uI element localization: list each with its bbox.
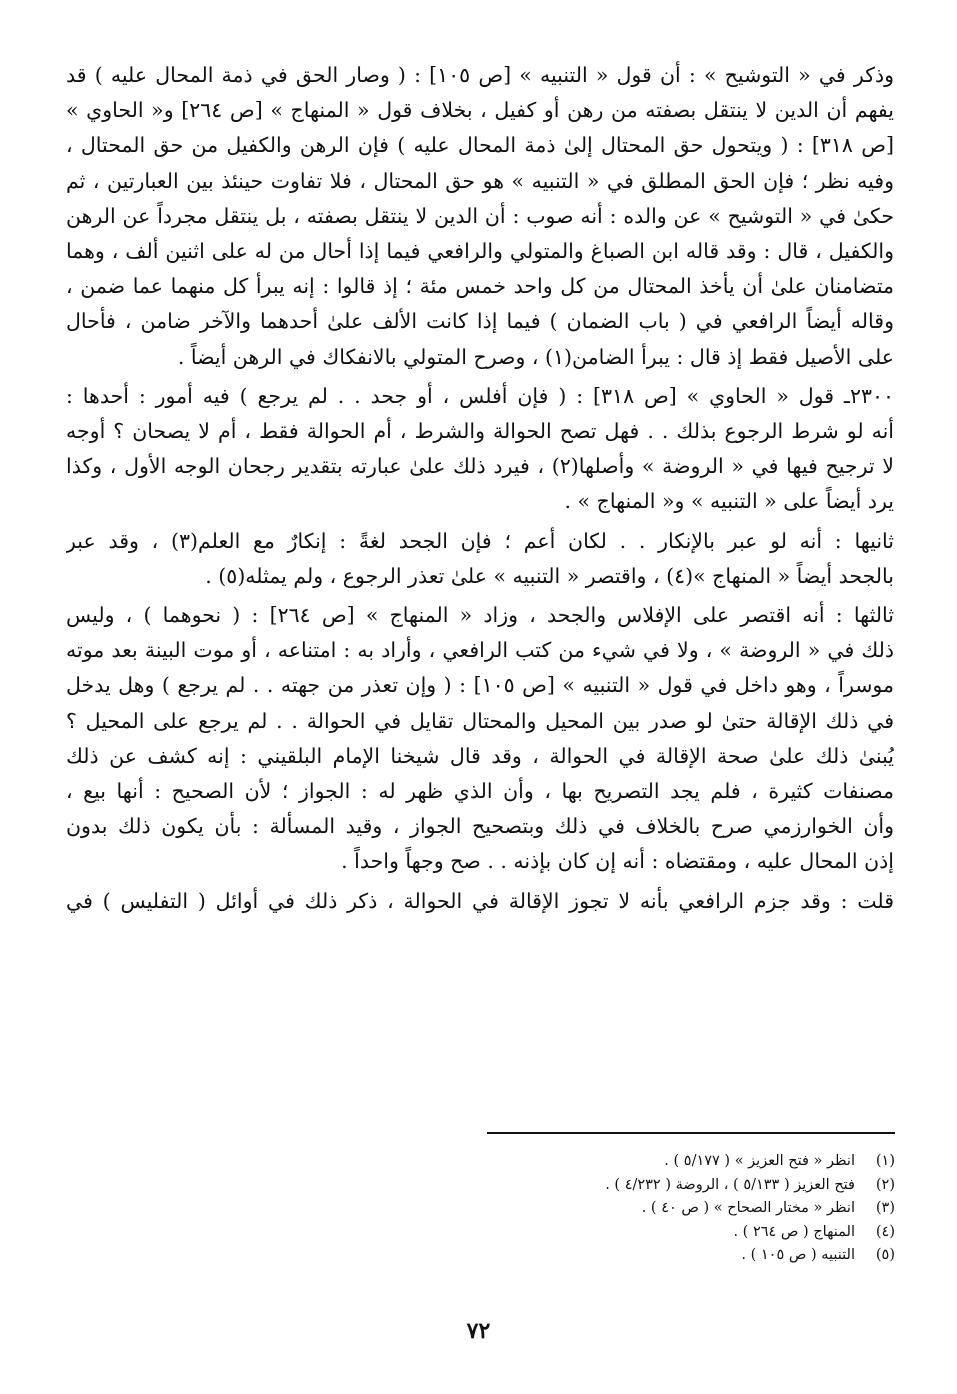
footnote-text: انظر « فتح العزيز » ( ٥/١٧٧ ) .: [664, 1153, 855, 1169]
text-line: [ص ٣١٨] : ( ويتحول حق المحتال إلىٰ ذمة المحال عليه ) فإن الرهن والكفيل من حق المحتال ،: [66, 133, 894, 158]
footnote-item: [480, 1244, 895, 1268]
text-line: متضامنان علىٰ أن يأخذ المحتال من كل واحد خمس مئة ؛ إذ قالوا : إنه يبرأ كل منهما عما ضمن ،: [66, 274, 894, 299]
text-line: يرد أيضاً على « التنبيه » و« المنهاج » .: [564, 489, 894, 514]
page-number: ٧٢: [466, 1318, 491, 1344]
text-line: في ذلك الإقالة حتىٰ لو صدر بين المحيل والمحتال تقايل في الحوالة . . لم يرجع على المحيل ؟: [66, 708, 894, 733]
text-line: ثانيها : أنه لو عبر بالإنكار . . لكان أعم ؛ فإن الجحد لغةً : إنكارٌ مع العلم(٣) ، وقد عبر: [66, 528, 894, 553]
footnote-number: (٢): [875, 1176, 895, 1193]
footnote-text: فتح العزيز ( ٥/١٣٣ ) ، الروضة ( ٤/٢٣٢ ) .: [605, 1176, 855, 1193]
text-line: ٢٣٠٠ـ قول « الحاوي » [ص ٣١٨] : ( فإن أفلس ، أو جحد . . لم يرجع ) فيه أمور : أحدها :: [66, 383, 894, 408]
footnote-text: التنبيه ( ص ١٠٥ ) .: [741, 1247, 855, 1263]
text-line: قلت : وقد جزم الرافعي بأنه لا تجوز الإقالة في الحوالة ، ذكر ذلك في أوائل ( التفليس ) في: [66, 888, 894, 913]
text-line: أنه لو شرط الرجوع بذلك . . فهل تصح الحوالة والشرط ، أم الحوالة فقط ، أم لا يصحان ؟ أوجه: [66, 419, 894, 444]
text-line: والكفيل ، قال : وقد قاله ابن الصباغ والمتولي والرافعي فيما إذا أحال من له على اثنين ألف ، وهما: [66, 239, 894, 264]
main-text: [66, 58, 894, 919]
text-line: لا ترجيح فيها في « الروضة » وأصلها(٢) ، فيرد ذلك علىٰ عبارته بتقدير رجحان الوجه الأول ، وكذا: [66, 454, 894, 479]
text-line: وأن الخوارزمي صرح بالخلاف في ذلك وبتصحيح الجواز ، وقيد المسألة : بأن يكون ذلك بدون: [66, 814, 894, 839]
footnote-number: (٥): [875, 1247, 895, 1263]
footnote-item: [480, 1197, 895, 1221]
text-line: وذكر في « التوشيح » : أن قول « التنبيه » [ص ١٠٥] : ( وصار الحق في ذمة المحال عليه ) قد: [66, 63, 894, 87]
text-line: يفهم أن الدين لا ينتقل بصفته من رهن أو كفيل ، بخلاف قول « المنهاج » [ص ٢٦٤] و« الحاوي »: [66, 98, 894, 123]
footnote-number: (١): [875, 1153, 895, 1169]
text-line: ذلك في « الروضة » ، ولا في شيء من كتب الرافعي ، وأراد به : امتناعه ، أو موت البينة بعد موته: [66, 638, 894, 663]
footnote-text: انظر « مختار الصحاح » ( ص ٤٠ ) .: [641, 1200, 855, 1216]
text-line: بالجحد أيضاً « المنهاج »(٤) ، واقتصر « التنبيه » علىٰ تعذر الرجوع ، ولم يمثله(٥) .: [205, 563, 894, 588]
footnotes: [480, 1150, 895, 1268]
text-line: على الأصيل فقط إذ قال : يبرأ الضامن(١) ، وصرح المتولي بالانفكاك في الرهن أيضاً .: [177, 344, 894, 369]
text-line: وفيه نظر ؛ فإن الحق المطلق في « التنبيه » هو حق المحتال ، فلا تفاوت حينئذ بين العبارتين ، ثم: [66, 168, 894, 193]
text-line: وقاله أيضاً الرافعي في ( باب الضمان ) فيما إذا كانت الألف علىٰ أحدهما والآخر ضامن ، فأحال: [66, 309, 894, 334]
footnote-text: المنهاج ( ص ٢٦٤ ) .: [733, 1223, 855, 1240]
text-line: ثالثها : أنه اقتصر على الإفلاس والجحد ، وزاد « المنهاج » [ص ٢٦٤] : ( نحوهما ) ، وليس: [66, 603, 894, 628]
text-line: يُبنىٰ ذلك علىٰ صحة الإقالة في الحوالة ، وقد قال شيخنا الإمام البلقيني : إنه كشف عن ذلك: [66, 743, 894, 768]
footnote-number: (٣): [875, 1200, 895, 1216]
footnote-item: [480, 1174, 895, 1198]
text-line: مصنفات كثيرة ، فلم يجد التصريح بها ، وأن الذي ظهر له : الجواز ؛ لأن الصحيح : أنها بيع ،: [66, 779, 894, 804]
footnote-number: (٤): [875, 1223, 895, 1240]
footnote-divider: [487, 1132, 895, 1134]
footnote-item: [480, 1221, 895, 1245]
text-line: إذن المحال عليه ، ومقتضاه : أنه إن كان بإذنه . . صح وجهاً واحداً .: [341, 849, 894, 874]
text-line: حكىٰ في « التوشيح » عن والده : أنه صوب : أن الدين لا ينتقل بصفته ، بل ينتقل مجرداً عن الرهن: [66, 203, 894, 228]
footnote-item: [480, 1150, 895, 1174]
text-line: موسراً ، وهو داخل في قول « التنبيه » [ص ١٠٥] : ( وإن تعذر من جهته . . لم يرجع ) وهل يدخل: [66, 673, 894, 698]
